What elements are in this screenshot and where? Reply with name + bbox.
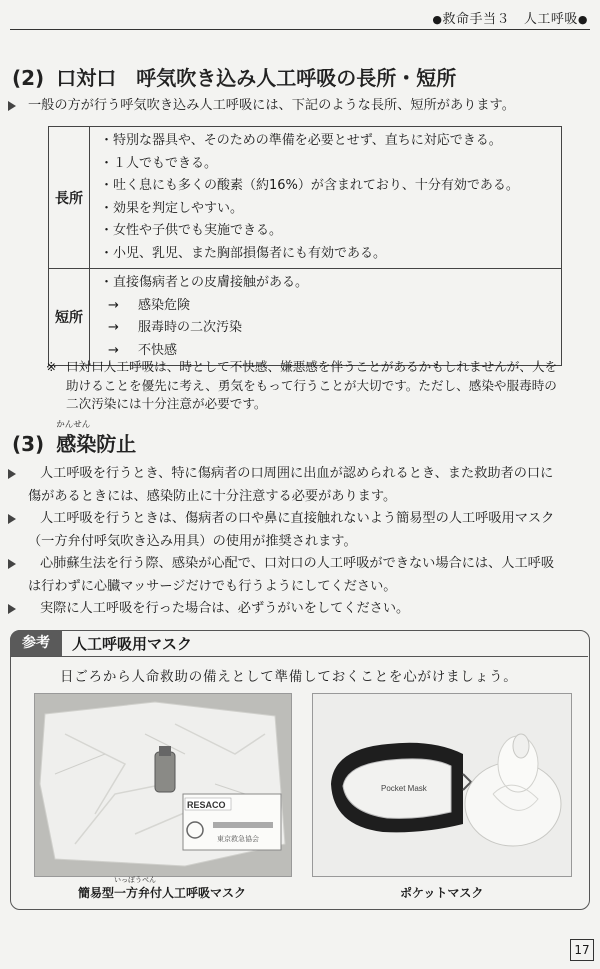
bullet-line: 実際に人工呼吸を行った場合は、必ずうがいをしてください。 xyxy=(40,601,410,616)
bullet-dot-icon: ● xyxy=(577,13,588,26)
section-number: (3) xyxy=(12,432,45,456)
list-item: ・直接傷病者との皮膚接触がある。 xyxy=(100,275,309,290)
list-item: ・吐く息にも多くの酸素（約16%）が含まれており、十分有効である。 xyxy=(100,178,519,193)
bullet-line: は行わずに心臓マッサージだけでも行うようにしてください。 xyxy=(28,578,397,594)
pros-label: 長所 xyxy=(49,127,90,269)
triangle-bullet-icon xyxy=(8,514,16,524)
caution-note xyxy=(46,358,568,414)
item-text: 感染危険 xyxy=(138,297,191,313)
section-label: 人工呼吸 xyxy=(523,12,578,27)
list-item: ・特別な器具や、そのための準備を必要とせず、直ちに対応できる。 xyxy=(100,133,502,148)
cons-row xyxy=(49,269,562,366)
reference-title: 人工呼吸用マスク xyxy=(72,635,193,653)
running-header xyxy=(432,8,588,27)
triangle-bullet-icon xyxy=(8,469,16,479)
bullet-dot-icon: ● xyxy=(432,13,443,26)
ruby-word xyxy=(114,876,157,901)
arrow-icon: → xyxy=(108,297,119,313)
caption-pocket-mask: ポケットマスク xyxy=(400,886,484,900)
ruby-word xyxy=(56,420,137,457)
pros-row xyxy=(49,127,562,269)
furigana: かんせん xyxy=(56,420,91,430)
triangle-bullet-icon xyxy=(8,101,16,111)
page-number: 17 xyxy=(570,939,594,961)
cons-label: 短所 xyxy=(49,269,90,366)
note-text: 口対口人工呼吸は、時として不快感、嫌悪感を伴うことがあるかもしれませんが、人を助けることを優先に考え、勇気をもって行うことが大切です。ただし、感染や服毒時の二次汚染には十分注意が必要です。 xyxy=(66,359,558,411)
list-item xyxy=(28,598,588,621)
pocket-mask-illustration xyxy=(313,694,571,876)
section-title: 口対口 呼気吹き込み人工呼吸の長所・短所 xyxy=(56,66,457,90)
caption-text: 簡易型 xyxy=(78,886,115,900)
list-item xyxy=(100,317,551,340)
reference-tag: 参考 xyxy=(10,630,62,656)
pros-list xyxy=(90,127,562,269)
bullet-line: 人工呼吸を行うとき、特に傷病者の口周囲に出血が認められるとき、また救助者の口に xyxy=(40,466,554,481)
bullet-line: 心肺蘇生法を行う際、感染が心配で、口対口の人工呼吸ができない場合には、人工呼吸 xyxy=(40,556,555,571)
pocket-mask-photo xyxy=(312,693,572,877)
note-mark: ※ xyxy=(46,359,57,374)
pocket-mask-label: Pocket Mask xyxy=(381,784,427,793)
list-item xyxy=(28,508,588,553)
section-number: (2) xyxy=(12,66,45,90)
list-item: ・女性や子供でも実施できる。 xyxy=(100,223,283,238)
caption-face-shield xyxy=(78,876,247,901)
section-3-heading xyxy=(12,420,137,457)
item-text: 服毒時の二次汚染 xyxy=(138,320,243,335)
pros-cons-table xyxy=(48,126,562,366)
section-2-heading xyxy=(12,62,456,91)
list-item: ・小児、乳児、また胸部損傷者にも有効である。 xyxy=(100,245,387,261)
cons-list xyxy=(90,269,562,366)
section-title: 感染防止 xyxy=(56,432,137,456)
bullet-line: （一方弁付呼気吹き込み用具）の使用が推奨されます。 xyxy=(28,533,357,549)
reference-text: 日ごろから人命救助の備えとして準備しておくことを心がけましょう。 xyxy=(60,669,518,685)
chapter-label: 救命手当３ xyxy=(442,12,510,27)
header-rule xyxy=(10,29,590,30)
list-item: ・効果を判定しやすい。 xyxy=(100,200,244,216)
caption-text: 一方弁 xyxy=(114,886,151,900)
list-item xyxy=(28,553,588,598)
triangle-bullet-icon xyxy=(8,559,16,569)
arrow-icon: → xyxy=(108,342,119,358)
section-2-intro xyxy=(28,95,588,118)
list-item xyxy=(28,463,588,508)
triangle-bullet-icon xyxy=(8,604,16,614)
list-item: ・１人でもできる。 xyxy=(100,155,218,171)
face-shield-illustration xyxy=(35,694,291,876)
furigana: いっぽうべん xyxy=(114,876,157,884)
package-brand-text: RESACO xyxy=(187,800,226,810)
face-shield-photo xyxy=(34,693,292,877)
caption-text: 付人工呼吸マスク xyxy=(150,886,247,900)
bullet-line: 傷があるときには、感染防止に十分注意する必要があります。 xyxy=(28,488,397,504)
package-maker-text: 東京救急協会 xyxy=(217,835,259,843)
arrow-icon: → xyxy=(108,320,119,335)
list-item xyxy=(100,295,551,318)
item-text: 不快感 xyxy=(138,342,178,358)
reference-header xyxy=(10,630,588,657)
intro-text: 一般の方が行う呼気吹き込み人工呼吸には、下記のような長所、短所があります。 xyxy=(28,98,515,113)
bullet-line: 人工呼吸を行うときは、傷病者の口や鼻に直接触れないよう簡易型の人工呼吸用マスク xyxy=(40,511,555,526)
